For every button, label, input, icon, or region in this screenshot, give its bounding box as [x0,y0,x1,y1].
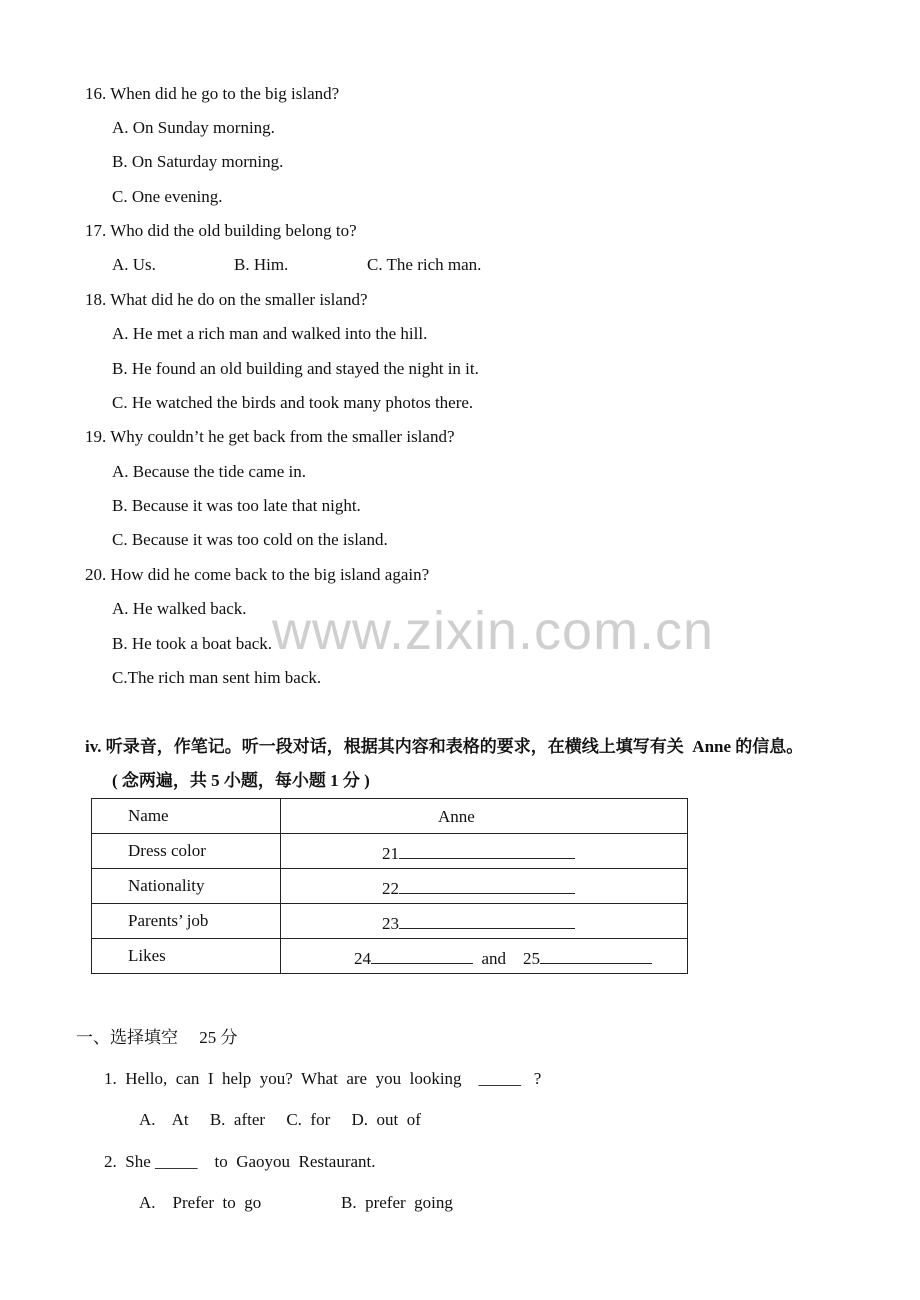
mc-question-2-stem-a: 2. She [104,1152,151,1171]
answer-blank-23[interactable] [399,912,575,929]
mc-question-1 [104,1068,541,1090]
answer-number-24: 24 [354,949,371,968]
answer-blank-24[interactable] [371,947,473,964]
anne-info-table [91,798,688,974]
section-one-score: 25 分 [199,1028,238,1047]
section-one-heading [76,1027,238,1049]
question-17-stem: 17. Who did the old building belong to? [85,221,357,240]
question-17-option-a: A. Us. [112,255,156,274]
section-iv-instruction: 听录音，作笔记。听一段对话，根据其内容和表格的要求，在横线上填写有关 [105,737,684,756]
answer-blank-25[interactable] [540,947,652,964]
answer-number-22: 22 [382,879,399,898]
question-19-option-c: C. Because it was too cold on the island. [112,530,388,549]
question-17-option-c: C. The rich man. [367,255,482,274]
question-16-option-b: B. On Saturday morning. [112,152,284,171]
question-19-stem: 19. Why couldn’t he get back from the smaller island? [85,427,455,446]
question-18-option-b: B. He found an old building and stayed the night in it. [112,359,479,378]
mc-question-2-blank[interactable]: _____ [155,1152,198,1171]
answer-number-21: 21 [382,844,399,863]
mc-question-1-end: ? [533,1069,542,1088]
section-iv-instruction-end: 的信息。 [735,737,804,756]
watermark: www.zixin.com.cn [272,601,715,661]
mc-question-2-stem-b: to Gaoyou Restaurant. [214,1152,376,1171]
row-label-nationality: Nationality [92,869,281,904]
question-20-stem: 20. How did he come back to the big island again? [85,565,430,584]
row-answer-23[interactable] [281,904,688,939]
mc-question-1-blank[interactable]: _____ [478,1069,522,1088]
answer-blank-22[interactable] [399,877,575,894]
mc-question-2-option-b: B. prefer going [341,1193,453,1212]
mc-question-2 [104,1151,376,1173]
question-18-option-c: C. He watched the birds and took many photos there. [112,393,474,412]
table-row [92,939,688,974]
answer-number-25: 25 [523,949,541,968]
question-16-option-a: A. On Sunday morning. [112,118,275,137]
table-row [92,799,688,834]
question-16-option-c: C. One evening. [112,187,223,206]
mc-question-1-options: A. At B. after C. for D. out of [139,1110,421,1129]
question-20-option-a: A. He walked back. [112,599,247,618]
table-row [92,904,688,939]
row-label-parents-job: Parents’ job [92,904,281,939]
row-answer-24-25[interactable] [281,939,688,974]
row-answer-21[interactable] [281,834,688,869]
section-one-title: 一、选择填空 [76,1028,178,1047]
section-iv-heading [85,736,803,758]
answer-number-23: 23 [382,914,399,933]
table-header-name: Anne [438,807,475,826]
question-19-option-a: A. Because the tide came in. [112,462,307,481]
question-19-option-b: B. Because it was too late that night. [112,496,361,515]
row-answer-22[interactable] [281,869,688,904]
section-iv-subheading: ( 念两遍，共 5 小题，每小题 1 分 ) [112,771,370,790]
row-label-dress-color: Dress color [92,834,281,869]
question-16-stem: 16. When did he go to the big island? [85,84,340,103]
section-iv-name: Anne [692,737,732,756]
section-iv-roman: iv. [85,737,102,756]
and-word: and [481,949,507,968]
table-row [92,869,688,904]
question-20-option-b: B. He took a boat back. [112,634,273,653]
row-label-likes: Likes [92,939,281,974]
answer-blank-21[interactable] [399,842,575,859]
question-17-option-b: B. Him. [234,255,289,274]
question-20-option-c: C.The rich man sent him back. [112,668,322,687]
table-header-label: Name [92,799,281,834]
table-header-value [281,799,688,834]
table-row [92,834,688,869]
question-18-option-a: A. He met a rich man and walked into the hill. [112,324,428,343]
mc-question-1-stem: 1. Hello, can I help you? What are you looking [104,1069,462,1088]
question-18-stem: 18. What did he do on the smaller island? [85,290,368,309]
mc-question-2-option-a: A. Prefer to go [139,1193,262,1212]
